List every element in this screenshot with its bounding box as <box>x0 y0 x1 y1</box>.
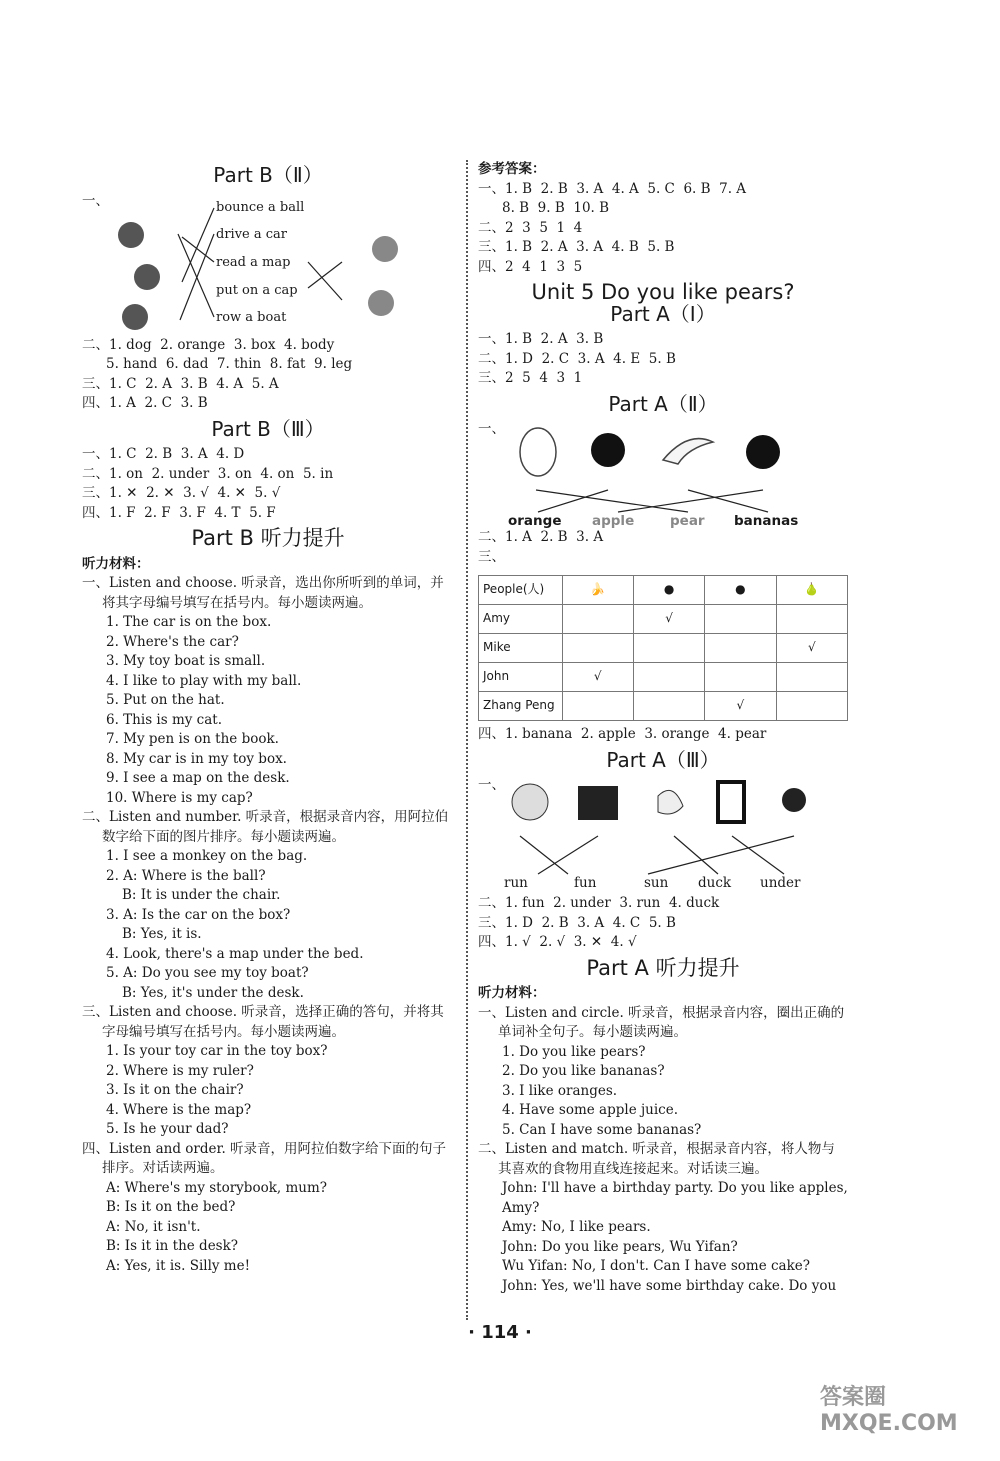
answer-line: 四、1. banana 2. apple 3. orange 4. pear <box>478 726 767 742</box>
listening-label: 听力材料： <box>478 985 546 1001</box>
list-item: 8. My car is in my toy box. <box>106 750 287 767</box>
question-label: 一、 <box>478 777 505 793</box>
fruit-word: pear <box>670 513 705 529</box>
table-row <box>479 605 848 634</box>
list-item: 4. Look, there's a map under the bed. <box>106 945 364 962</box>
list-item: 4. I like to play with my ball. <box>106 672 302 689</box>
table-cell: Mike <box>479 634 563 663</box>
listening-title: Part A 听力提升 <box>586 955 740 980</box>
check-mark: √ <box>705 692 776 721</box>
list-item: A: Where's my storybook, mum? <box>106 1179 327 1196</box>
word: fun <box>574 875 597 891</box>
word-matching-lines <box>478 776 848 876</box>
part-a2-title: Part A（Ⅱ） <box>608 391 718 416</box>
list-item: Wu Yifan: No, I don't. Can I have some cake? <box>502 1258 811 1274</box>
list-item: 2. A: Where is the ball? <box>106 867 266 884</box>
phrase: bounce a ball <box>216 199 305 215</box>
question-label: 一、 <box>478 421 505 437</box>
list-item: 2. Where is my ruler? <box>106 1062 254 1079</box>
pear-cell: 🍐 <box>776 576 847 605</box>
answer-line: 一、1. B 2. A 3. B <box>478 331 604 347</box>
answer-line: 三、2 5 4 3 1 <box>478 370 583 386</box>
page-number: · 114 · <box>468 1322 532 1343</box>
section-heading: 四、Listen and order. 听录音，用阿拉伯数字给下面的句子排序。对话读两遍。 <box>82 1140 447 1176</box>
answer-line: 三、1. B 2. A 3. A 4. B 5. B <box>478 239 675 255</box>
phrase: drive a car <box>216 226 287 242</box>
word: under <box>760 875 801 891</box>
word: duck <box>698 875 732 891</box>
answer-line: 三、 <box>478 548 505 565</box>
list-item: B: Yes, it's under the desk. <box>122 984 304 1001</box>
fruit-word: orange <box>508 513 562 529</box>
list-item: 5. Put on the hat. <box>106 692 225 708</box>
right-column <box>478 160 853 1296</box>
answer-line: 5. hand 6. dad 7. thin 8. fat 9. leg <box>106 356 353 372</box>
list-item: 9. I see a map on the desk. <box>106 770 290 786</box>
section-heading: 一、Listen and circle. 听录音，根据录音内容，圈出正确的单词补全句子。每小题读两遍。 <box>478 1004 845 1040</box>
list-item: 1. Do you like pears? <box>502 1043 646 1060</box>
answer-line: 一、1. C 2. B 3. A 4. D <box>82 446 245 462</box>
question-label: 一、 <box>82 192 109 209</box>
banana-cell: 🍌 <box>562 576 633 605</box>
list-item: 5. A: Do you see my toy boat? <box>106 965 309 981</box>
list-item: A: No, it isn't. <box>106 1218 201 1235</box>
answer-line: 三、1. D 2. B 3. A 4. C 5. B <box>478 914 676 931</box>
section-heading: 一、Listen and choose. 听录音，选出你所听到的单词，并将其字母编号填写在括号内。每小题读两遍。 <box>82 575 444 611</box>
answer-line: 二、1. dog 2. orange 3. box 4. body <box>82 336 335 353</box>
list-item: 6. This is my cat. <box>106 711 222 728</box>
table-cell: John <box>479 663 563 692</box>
listening-title: Part B 听力提升 <box>191 526 345 550</box>
fruit-word: bananas <box>734 513 799 529</box>
matching-exercise-b2 <box>82 192 454 332</box>
listening-label: 听力材料： <box>82 555 150 572</box>
answer-line: 四、1. A 2. C 3. B <box>82 395 208 411</box>
list-item: B: Yes, it is. <box>122 926 202 942</box>
part-a3-title: Part A（Ⅲ） <box>606 747 720 772</box>
word-matching <box>478 776 848 894</box>
unit-title: Unit 5 Do you like pears? <box>531 280 795 304</box>
list-item: 3. Is it on the chair? <box>106 1082 244 1098</box>
section-heading: 三、Listen and choose. 听录音，选择正确的答句，并将其字母编号填写在括号内。每小题读两遍。 <box>82 1004 444 1040</box>
answer-line: 四、2 4 1 3 5 <box>478 258 583 275</box>
apple-cell: ● <box>633 576 704 605</box>
answer-line: 8. B 9. B 10. B <box>502 200 610 216</box>
watermark: 答案圈 MXQE.COM <box>820 1385 958 1436</box>
list-item: John: I'll have a birthday party. Do you like apples, Amy? <box>502 1180 853 1216</box>
answers-label: 参考答案： <box>478 161 546 177</box>
answer-line: 四、1. √ 2. √ 3. ✕ 4. √ <box>478 934 637 950</box>
list-item: 5. Is he your dad? <box>106 1121 229 1137</box>
list-item: 1. The car is on the box. <box>106 614 272 630</box>
list-item: 7. My pen is on the book. <box>106 731 279 747</box>
phrase: put on a cap <box>216 282 298 298</box>
list-item: A: Yes, it is. Silly me! <box>106 1257 251 1274</box>
answer-line: 一、1. B 2. B 3. A 4. A 5. C 6. B 7. A <box>478 180 747 197</box>
table-header-cell: People(人) <box>479 576 563 605</box>
list-item: B: Is it in the desk? <box>106 1238 239 1254</box>
part-b3-title: Part B（Ⅲ） <box>211 416 325 441</box>
table-row <box>479 663 848 692</box>
fruit-word: apple <box>592 513 635 529</box>
list-item: John: Do you like pears, Wu Yifan? <box>502 1238 738 1255</box>
list-item: 2. Do you like bananas? <box>502 1063 665 1079</box>
left-column <box>82 160 454 1276</box>
answer-line: 二、2 3 5 1 4 <box>478 219 583 236</box>
list-item: John: Yes, we'll have some birthday cake. Do you <box>502 1277 837 1294</box>
part-a1-title: Part A（Ⅰ） <box>610 301 716 326</box>
answer-line: 二、1. D 2. C 3. A 4. E 5. B <box>478 350 676 367</box>
orange-cell: ● <box>705 576 776 605</box>
list-item: 3. My toy boat is small. <box>106 653 266 669</box>
part-b2-title: Part B（Ⅱ） <box>213 163 323 187</box>
check-mark: √ <box>633 605 704 634</box>
list-item: 3. I like oranges. <box>502 1082 618 1099</box>
answer-line: 二、1. on 2. under 3. on 4. on 5. in <box>82 465 334 482</box>
list-item: B: Is it on the bed? <box>106 1199 236 1215</box>
table-cell: Amy <box>479 605 563 634</box>
list-item: 3. A: Is the car on the box? <box>106 906 291 923</box>
check-mark: √ <box>776 634 847 663</box>
table-row <box>479 576 848 605</box>
check-mark: √ <box>562 663 633 692</box>
list-item: 2. Where's the car? <box>106 633 239 650</box>
table-cell: Zhang Peng <box>479 692 563 721</box>
list-item: 10. Where is my cap? <box>106 789 253 806</box>
answer-line: 三、1. C 2. A 3. B 4. A 5. A <box>82 375 279 392</box>
answer-line: 四、1. F 2. F 3. F 4. T 5. F <box>82 504 276 521</box>
section-heading: 二、Listen and match. 听录音，根据录音内容，将人物与其喜欢的食物用直线连接起来。对话读三遍。 <box>478 1141 835 1177</box>
phrase: row a boat <box>216 309 287 325</box>
word: run <box>504 875 528 891</box>
fruit-matching <box>478 420 848 528</box>
list-item: 5. Can I have some bananas? <box>502 1121 702 1138</box>
answer-line: 二、1. fun 2. under 3. run 4. duck <box>478 895 720 911</box>
section-heading: 二、Listen and number. 听录音，根据录音内容，用阿拉伯数字给下面的图片排序。每小题读两遍。 <box>82 809 449 845</box>
list-item: Amy: No, I like pears. <box>502 1219 651 1235</box>
table-row <box>479 634 848 663</box>
list-item: 4. Have some apple juice. <box>502 1102 679 1118</box>
column-divider <box>466 160 468 1320</box>
preference-table <box>478 575 848 721</box>
word: sun <box>644 875 669 891</box>
table-row <box>479 692 848 721</box>
list-item: 1. Is your toy car in the toy box? <box>106 1043 328 1059</box>
answer-line: 三、1. ✕ 2. ✕ 3. √ 4. ✕ 5. √ <box>82 485 281 501</box>
list-item: B: It is under the chair. <box>122 887 281 903</box>
phrase: read a map <box>216 254 291 270</box>
answer-line: 二、1. A 2. B 3. A <box>478 529 604 545</box>
list-item: 1. I see a monkey on the bag. <box>106 848 308 864</box>
list-item: 4. Where is the map? <box>106 1101 252 1118</box>
